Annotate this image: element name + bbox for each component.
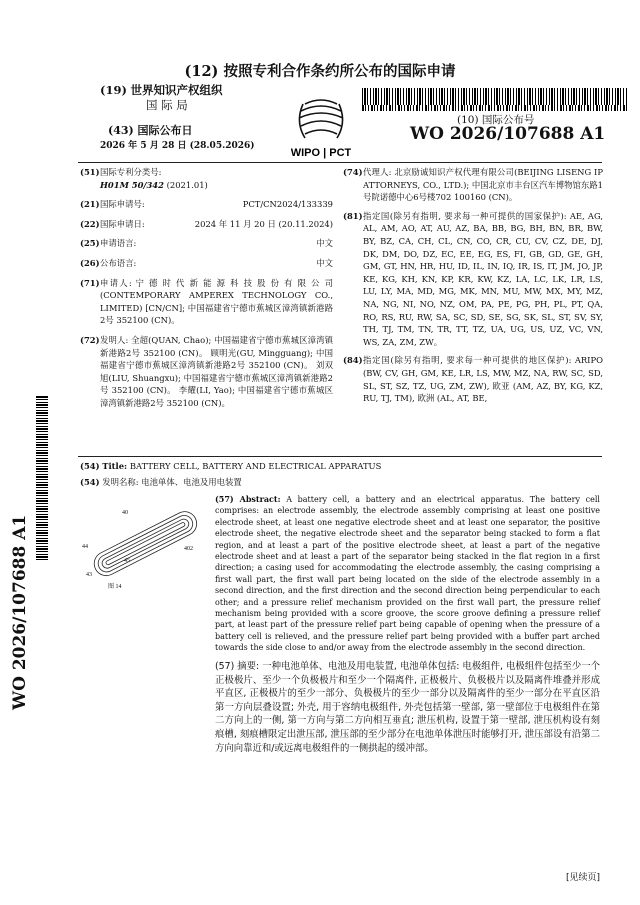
abstract-en-label: (57) Abstract: (215, 494, 281, 504)
electrode-outline-core (105, 522, 185, 566)
side-pub-number: WO 2026/107688 A1 (10, 514, 30, 710)
electrode-outline-outer (90, 508, 201, 580)
org-name: 世界知识产权组织 (130, 83, 223, 97)
regional-states: 指定国(除另有指明, 要求每一种可提供的地区保护): ARIPO (BW, CV, GH, GM, KE, LR, LS, MW, MZ, NA, RW, SC, SD, SL, ST, SZ, TZ, UG, ZM, ZW), 欧亚 (AM, AZ, BY, KG, KZ, RU, TJ, TM), 欧洲 (AL, AT, BE, (363, 355, 603, 404)
pub-date: 2026 年 5 月 28 日 (28.05.2026) (100, 141, 255, 151)
pub-number-label: (10) 国际公布号 (457, 114, 535, 126)
title-en-row: (54) Title: BATTERY CELL, BATTERY AND ELECTRICAL APPARATUS (80, 461, 382, 471)
divider (78, 456, 602, 457)
field-71: (71) 申请人: 宁 德 时 代 新 能 源 科 技 股 份 有 限 公 司 (CONTEMPORARY AMPEREX TECHNOLOGY CO., LIMITED) [CN/CN]; 中国福建省宁德市蕉城区漳湾镇新港路2号 352100 (CN)。 (80, 277, 333, 326)
pub-number: WO 2026/107688 A1 (410, 124, 606, 144)
left-column (80, 166, 333, 410)
field-26: (26) 公布语言: 中文 (80, 257, 333, 268)
figure-label: 402 (184, 546, 193, 552)
figure-caption: 图 14 (108, 584, 122, 590)
inventors: 发明人: 全超(QUAN, Chao); 中国福建省宁德市蕉城区漳湾镇新港路2号 352100 (CN)。 顾明光(GU, Mingguang); 中国福建省宁德市蕉城区漳湾镇新港路2号 352100 (CN)。 刘双旭(LIU, Shuangxu); 中国福建省宁德市蕉城区漳湾镇新港路2号 352100 (CN)。 李耀(LI, Yao); 中国福建省宁德市蕉城区漳湾镇新港路2号 352100 (CN)。 (100, 334, 333, 408)
title-cn-row: (54) 发明名称: 电池单体、电池及用电装置 (80, 477, 242, 487)
field-74: (74) 代理人: 北京励诚知识产权代理有限公司(BEIJING LISENG IP ATTORNEYS, CO., LTD.); 中国北京市丰台区汽车博物馆东路1号院诺德中心6号楼702 100160 (CN)。 (343, 167, 603, 203)
field-21: (21) 国际申请号: PCT/CN2024/133339 (80, 199, 333, 210)
field-22: (22) 国际申请日: 2024 年 11 月 20 日 (20.11.2024) (80, 218, 333, 229)
continued-note: [见续页] (565, 873, 600, 883)
agent: 代理人: 北京励诚知识产权代理有限公司(BEIJING LISENG IP ATTORNEYS, CO., LTD.); 中国北京市丰台区汽车博物馆东路1号院诺德中心6号楼702 100160 (CN)。 (363, 167, 603, 203)
field-84: (84) 指定国(除另有指明, 要求每一种可提供的地区保护): ARIPO (BW, CV, GH, GM, KE, LR, LS, MW, MZ, NA, RW, SC, SD, SL, ST, SZ, TZ, UG, ZM, ZW), 欧亚 (AM, AZ, BY, KG, KZ, RU, TJ, TM), 欧洲 (AL, AT, BE, (343, 355, 603, 404)
wipo-logo-icon (291, 98, 351, 160)
designated-states: 指定国(除另有指明, 要求每一种可提供的国家保护): AE, AG, AL, AM, AO, AT, AU, AZ, BA, BB, BG, BH, BN, BR, BW, BY, BZ, CA, CH, CL, CN, CO, CR, CU, CV, CZ, DE, DJ, DK, DM, DO, DZ, EC, EE, EG, ES, FI, GB, GD, GE, GH, GM, GT, HN, HR, HU, ID, IL, IN, IQ, IR, IS, IT, JM, JO, JP, KE, KG, KH, KN, KP, KR, KW, KZ, LA, LC, LK, LR, LS, LU, LY, MA, MD, MG, MK, MN, MU, MW, MX, MY, MZ, NA, NG, NI, NO, NZ, OM, PA, PE, PG, PH, PL, PT, QA, RO, RS, RU, RW, SA, SC, SD, SE, SG, SK, SL, ST, SV, SY, TH, TJ, TM, TN, TR, TT, TZ, UA, UG, US, UZ, VC, VN, WS, ZA, ZM, ZW。 (363, 210, 603, 347)
electrode-outline-mid (95, 512, 195, 574)
field-72: (72) 发明人: 全超(QUAN, Chao); 中国福建省宁德市蕉城区漳湾镇新港路2号 352100 (CN)。 顾明光(GU, Mingguang); 中国福建省宁德市蕉城区漳湾镇新港路2号 352100 (CN)。 刘双旭(LIU, Shuangxu); 中国福建省宁德市蕉城区漳湾镇新港路2号 352100 (CN)。 李耀(LI, Yao); 中国福建省宁德市蕉城区漳湾镇新港路2号 352100 (CN)。 (80, 334, 333, 408)
applicant: 申请人: 宁 德 时 代 新 能 源 科 技 股 份 有 限 公 司 (CONTEMPORARY AMPEREX TECHNOLOGY CO., LIMITED) [CN/CN]; 中国福建省宁德市蕉城区漳湾镇新港路2号 352100 (CN)。 (100, 277, 333, 326)
wipo-logo-text: WIPO | PCT (291, 147, 351, 159)
abstract-cn (215, 660, 600, 755)
barcode-icon (362, 88, 628, 105)
abstract-cn-text: 一种电池单体、电池及用电装置, 电池单体包括: 电极组件, 电极组件包括至少一个正极极片、至少一个负极极片和至少一个隔离件, 正极极片、负极极片以及隔离件堆叠并形成平直区, 正极极片的至少一部分、负极极片的至少一部分以及隔离件的至少一部分在平直区沿第一方向层叠设置; 外壳, 用于容纳电极组件, 外壳包括第一壁部, 第一壁部位于电极组件在第二方向上的一侧, 第一方向与第二方向相互垂直; 泄压机构, 设置于第一壁部, 泄压机构设有刻痕槽, 刻痕槽限定出泄压部, 泄压部的至少部分在电池单体泄压时能够打开, 泄压部设有沿第二方向向靠近和/或远离电极组件的一侧拱起的缓冲部。 (215, 661, 601, 754)
figure-label: 43 (86, 572, 92, 578)
field-81: (81) 指定国(除另有指明, 要求每一种可提供的国家保护): AE, AG, AL, AM, AO, AT, AU, AZ, BA, BB, BG, BH, BN, BR, BW, BY, BZ, CA, CH, CL, CN, CO, CR, CU, CV, CZ, DE, DJ, DK, DM, DO, DZ, EC, EE, EG, ES, FI, GB, GD, GE, GH, GM, GT, HN, HR, HU, ID, IL, IN, IQ, IR, IS, IT, JM, JO, JP, KE, KG, KH, KN, KP, KR, KW, KZ, LA, LC, LK, LR, LS, LU, LY, MA, MD, MG, MK, MN, MU, MW, MX, MY, MZ, NA, NG, NI, NO, NZ, OM, PA, PE, PG, PH, PL, PT, QA, RO, RS, RU, RW, SA, SC, SD, SE, SG, SK, SL, ST, SV, SY, TH, TJ, TM, TN, TR, TT, TZ, UA, UG, US, UZ, VC, VN, WS, ZA, ZM, ZW。 (343, 210, 603, 347)
org-number: (19) (100, 83, 127, 97)
abstract-cn-label: (57) 摘要: (215, 661, 260, 672)
abstract-en (215, 494, 600, 654)
right-column (343, 166, 603, 405)
title-en: BATTERY CELL, BATTERY AND ELECTRICAL APPARATUS (129, 461, 382, 471)
figure-label: 44 (82, 544, 88, 550)
field-51: (51) 国际专利分类号: H01M 50/342 (2021.01) (80, 167, 208, 190)
title-cn: 电池单体、电池及用电装置 (141, 477, 242, 487)
side-barcode-icon (36, 395, 48, 560)
figure-label: 45 (124, 558, 130, 564)
figure-14 (80, 500, 210, 600)
org-sub: 国 际 局 (146, 98, 188, 112)
field-25: (25) 申请语言: 中文 (80, 238, 333, 249)
figure-label: 40 (122, 510, 128, 516)
organization-block (100, 83, 280, 113)
pub-date-label: (43) 国际公布日 (108, 124, 193, 137)
abstract-en-text: A battery cell, a battery and an electrical apparatus. The battery cell comprises: an electrode assembly, the electrode assembly comprising at least one positive electrode sheet, at least one negative electrode sheet and at least one separator, the positive electrode sheet, the negative electrode sheet and the separator being stacked to form a flat region, and at least a part of the positive electrode sheet, at least a part of the negative electrode sheet and at least a part of the separator being stacked in the flat region in a first direction; a casing used for accommodating the electrode assembly, the casing comprising a first wall part, the first wall part being located on the side of the electrode assembly in a second direction, and the first direction and the second direction being perpendicular to each other; and a pressure relief mechanism provided on the first wall part, the pressure relief mechanism being provided with a score groove, the score groove defining a pressure relief part, at least part of the pressure relief part being capable of opening when the pressure of a battery cell is relieved, and the pressure relief part being provided with a buffer part arched towards the side close to and/or away from the electrode assembly in the second direction. (215, 495, 600, 653)
document-title: (12) 按照专利合作条约所公布的国际申请 (184, 63, 456, 80)
ipc-code: H01M 50/342 (100, 179, 164, 190)
divider (78, 162, 602, 163)
barcode-bottom-icon (362, 105, 628, 111)
